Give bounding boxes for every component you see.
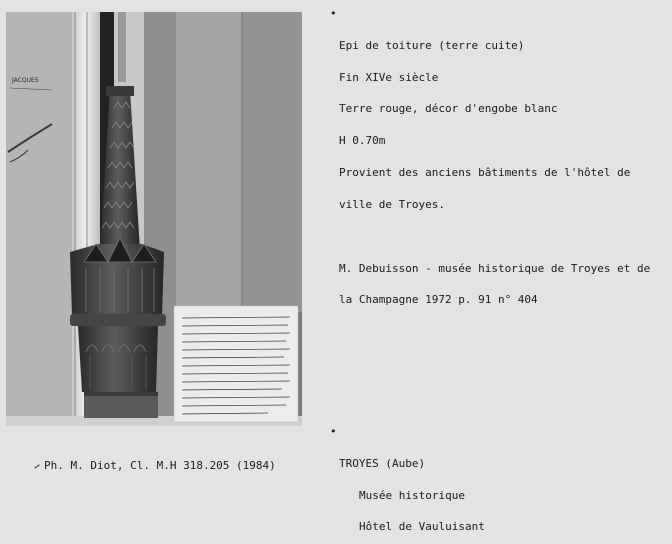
location-museum: Musée historique	[359, 488, 465, 502]
location-block	[330, 427, 485, 544]
wall-map	[6, 12, 72, 426]
object-title: Epi de toiture (terre cuite)	[339, 38, 525, 52]
record-description	[330, 9, 660, 317]
location-city: TROYES (Aube)	[339, 456, 426, 470]
pen-mark	[34, 464, 39, 468]
object-date: Fin XIVe siècle	[339, 70, 439, 84]
finial-photo-illustration	[6, 12, 302, 426]
photo-credit: Ph. M. Diot, Cl. M.H 318.205 (1984)	[44, 459, 276, 472]
object-height: H 0.70m	[339, 134, 386, 148]
bibliographic-reference-cont: la Champagne 1972 p. 91 n° 404	[339, 293, 538, 307]
handwritten-document	[174, 306, 298, 422]
object-provenance-cont: ville de Troyes.	[339, 197, 445, 211]
map-label: JACQUES	[12, 77, 39, 84]
object-provenance: Provient des anciens bâtiments de l'hôtel de	[339, 165, 631, 179]
bibliographic-reference: M. Debuisson - musée historique de Troyes et de	[339, 261, 651, 275]
object-material: Terre rouge, décor d'engobe blanc	[339, 102, 558, 116]
bullet-marker: •	[330, 425, 337, 438]
archive-photograph	[6, 12, 302, 426]
location-building: Hôtel de Vauluisant	[359, 520, 485, 534]
bullet-marker: •	[330, 7, 337, 20]
